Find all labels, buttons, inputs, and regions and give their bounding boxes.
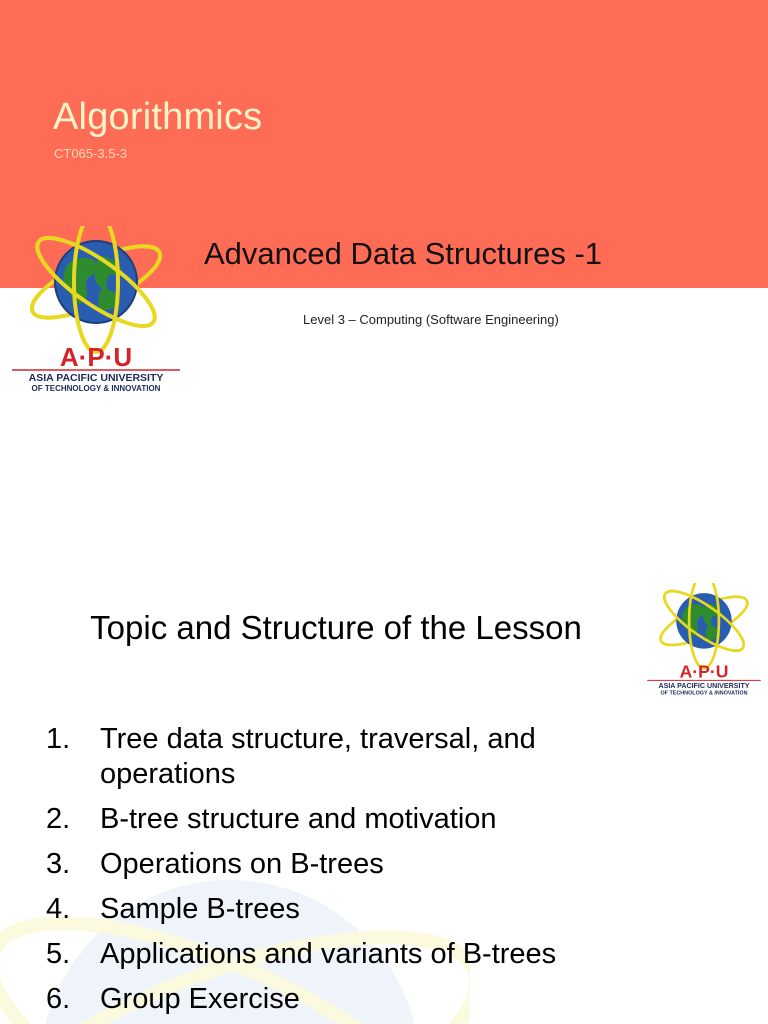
lesson-title: Topic and Structure of the Lesson [90, 609, 582, 646]
topic-item [46, 892, 666, 927]
topic-number: 5. [46, 938, 71, 970]
topic-number: 1. [46, 723, 71, 755]
topic-text: Group Exercise [100, 983, 300, 1015]
apu-logo-small [644, 583, 764, 698]
topic-item [46, 722, 666, 792]
topic-text: B-tree structure and motivation [100, 803, 497, 835]
topic-item [46, 802, 666, 837]
apu-name-line2: OF TECHNOLOGY & INNOVATION [660, 690, 748, 697]
topic-item [46, 937, 666, 972]
apu-wordmark: A·P·U [59, 342, 133, 372]
apu-name-line1: ASIA PACIFIC UNIVERSITY [28, 372, 164, 384]
topic-number: 2. [46, 803, 71, 835]
topic-number: 3. [46, 848, 71, 880]
topic-number: 6. [46, 983, 71, 1015]
slide-title: Algorithmics [53, 96, 263, 138]
level-text: Level 3 – Computing (Software Engineering) [303, 312, 559, 327]
apu-name-line1: ASIA PACIFIC UNIVERSITY [658, 681, 750, 690]
apu-name-line2: OF TECHNOLOGY & INNOVATION [31, 384, 161, 393]
globe-atom-icon [655, 583, 753, 668]
course-code: CT065-3.5-3 [54, 146, 127, 161]
topic-list [46, 722, 666, 1024]
topic-text: Operations on B-trees [100, 848, 384, 880]
topic-text: Tree data structure, traversal, and operations [100, 723, 536, 790]
topic-item [46, 982, 666, 1017]
globe-atom-icon [23, 226, 168, 352]
apu-wordmark: A·P·U [679, 661, 729, 682]
topic-text: Applications and variants of B-trees [100, 938, 557, 970]
topic-number: 4. [46, 893, 71, 925]
topics-slide [0, 560, 768, 1024]
topic-item [46, 847, 666, 882]
topic-text: Sample B-trees [100, 893, 300, 925]
slide-subtitle: Advanced Data Structures -1 [204, 236, 603, 271]
apu-logo [8, 226, 184, 396]
